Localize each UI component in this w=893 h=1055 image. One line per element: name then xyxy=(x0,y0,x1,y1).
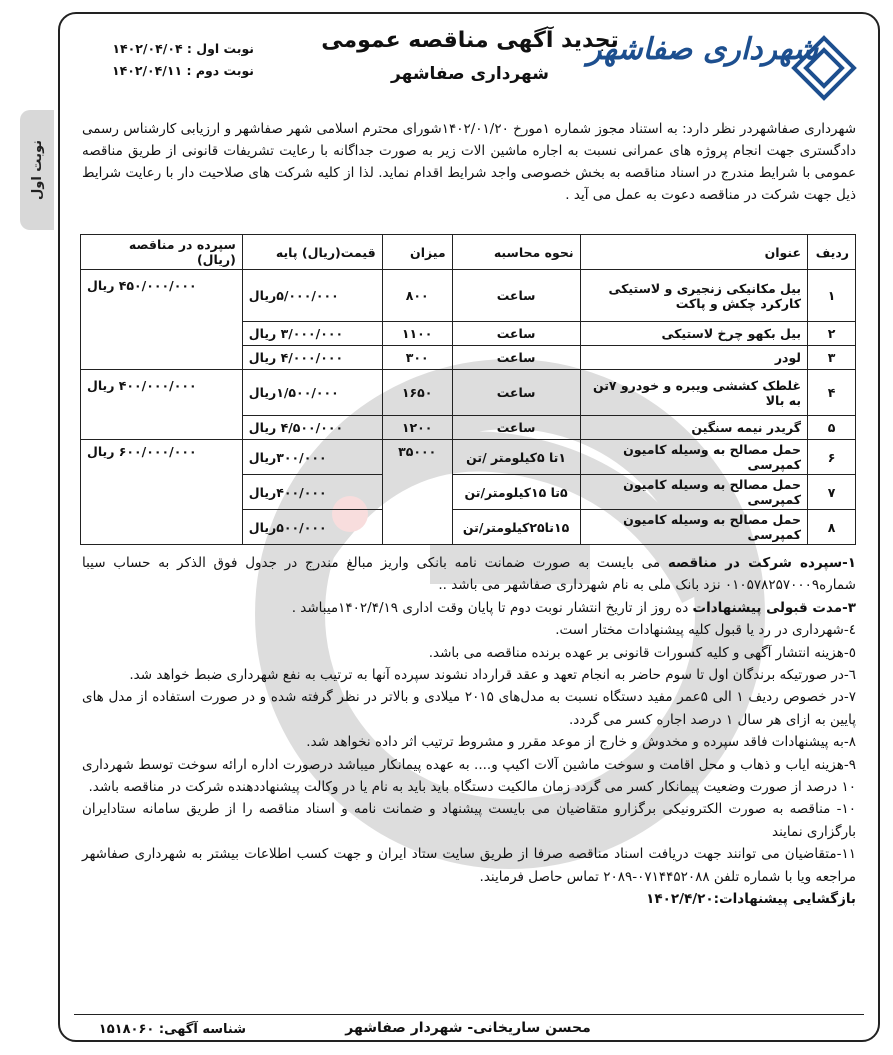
clause-9: ۹-هزینه ایاب و ذهاب و محل اقامت و سوخت ماشین آلات اکیپ و.... به عهده پیمانکار میباشد درصورت اداره ارائه سوخت توسط شهرداری ۱۰ درصد از صورت وضعیت پیمانکار کسر می گردد زمان مالکیت دستگاه باید باید به نام یا در وکالت پیشنهاددهنده شرکت در مناقصه باشد. xyxy=(82,756,856,796)
header-method: نحوه محاسبه xyxy=(452,235,580,270)
header-title: عنوان xyxy=(580,235,807,270)
cell-method: ساعت xyxy=(452,370,580,416)
opening-date: ۱۴۰۲/۴/۲۰ xyxy=(646,891,714,908)
signature: محسن ساریخانی- شهردار صفاشهر xyxy=(345,1020,591,1036)
table-row xyxy=(81,270,856,322)
intro-paragraph: شهرداری صفاشهردر نظر دارد: به استناد مجوز شماره ۱مورخ ۱۴۰۲/۰۱/۲۰شورای محترم اسلامی شهر صفاشهر و ارزیابی کارشناس رسمی دادگستری جهت انجام پروژه های عمرانی نسبت به اجاره ماشین الات زیر به صورت جداگانه با رعایت تشریفات قانونی از طریق مناقصه عمومی با شرایط مندرج در اسناد مناقصه به بخش خصوصی واجد شرایط اقدام نماید. لذا از کلیه شرکت های صلاحیت دار با رعایت شرایط ذیل جهت شرکت در مناقصه دعوت به عمل می آید . xyxy=(82,121,857,203)
clause-8: ۸-به پیشنهادات فاقد سپرده و مخدوش و خارج از موعد مقرر و مشروط ترتیب اثر داده نخواهد شد. xyxy=(306,734,856,751)
cell-title: حمل مصالح به وسیله کامیون کمپرسی xyxy=(580,510,807,545)
cell-title: لودر xyxy=(580,346,807,370)
cell-price: ۱/۵۰۰/۰۰۰ریال xyxy=(242,370,382,416)
header xyxy=(60,14,878,124)
clause-4: ٤-شهرداری در رد یا قبول کلیه پیشنهادات مختار است. xyxy=(555,622,856,639)
clause-5: ٥-هزینه انتشار آگهی و کلیه کسورات قانونی بر عهده برنده مناقصه می باشد. xyxy=(428,644,856,661)
cell-price: ۴/۰۰۰/۰۰۰ ریال xyxy=(242,346,382,370)
clause-3-lead: ۳-مدت قبولی پیشنهادات xyxy=(692,599,856,616)
ad-id: شناسه آگهی: ۱۵۱۸۰۶۰ xyxy=(98,1022,246,1037)
cell-method: ساعت xyxy=(452,270,580,322)
notice-frame xyxy=(58,12,880,1042)
second-round-date: نوبت دوم : ۱۴۰۲/۰۴/۱۱ xyxy=(111,63,254,78)
cell-price: ۴۰۰/۰۰۰ریال xyxy=(242,475,382,510)
cell-method: ۵تا ۱۵کیلومتر/تن xyxy=(452,475,580,510)
logo-text: شهرداری صفاشهر xyxy=(587,32,818,67)
opening-line xyxy=(82,888,856,910)
cell-row: ۶ xyxy=(808,440,856,475)
clause-10: ۱۰- مناقصه به صورت الکترونیکی برگزارو متقاضیان می بایست پیشنهاد و ضمانت نامه و اسناد مناقصه را از طریق سامانه ستادایران بارگزاری نمایند xyxy=(82,801,856,840)
table-row xyxy=(81,370,856,416)
cell-deposit: ۴۰۰/۰۰۰/۰۰۰ ریال xyxy=(81,370,243,440)
opening-label: بازگشایی پیشنهادات: xyxy=(713,891,856,908)
cell-price: ۵/۰۰۰/۰۰۰ریال xyxy=(242,270,382,322)
cell-method: ۱تا ۵کیلومتر /تن xyxy=(452,440,580,475)
cell-amount: ۱۲۰۰ xyxy=(382,416,452,440)
cell-method: ساعت xyxy=(452,416,580,440)
clause-1 xyxy=(82,552,856,597)
side-tab-label: نوبت اول xyxy=(29,139,45,201)
cell-deposit: ۴۵۰/۰۰۰/۰۰۰ ریال xyxy=(81,270,243,370)
cell-title: حمل مصالح به وسیله کامیون کمپرسی xyxy=(580,475,807,510)
cell-row: ۵ xyxy=(808,416,856,440)
cell-price: ۵۰۰/۰۰۰ریال xyxy=(242,510,382,545)
clause-7: ۷-در خصوص ردیف ۱ الی ۵عمر مفید دستگاه نسبت به مدل‌های ۲۰۱۵ میلادی و بالاتر در نظر گرفته شده و در صورت استفاده از مدل های پایین به ازای هر سال ۱ درصد اجاره کسر می گردد. xyxy=(82,689,856,728)
cell-row: ۷ xyxy=(808,475,856,510)
cell-amount: ۳۵۰۰۰ xyxy=(382,440,452,545)
cell-row: ۲ xyxy=(808,322,856,346)
cell-title: حمل مصالح به وسیله کامیون کمپرسی xyxy=(580,440,807,475)
header-row-number: ردیف xyxy=(808,235,856,270)
cell-amount: ۳۰۰ xyxy=(382,346,452,370)
page-title: تجدید آگهی مناقصه عمومی xyxy=(321,28,619,53)
cell-title: بیل بکهو چرخ لاستیکی xyxy=(580,322,807,346)
cell-method: ساعت xyxy=(452,346,580,370)
cell-title: غلطک کششی ویبره و خودرو ۷تن به بالا xyxy=(580,370,807,416)
clause-3-text: ده روز از تاریخ انتشار نوبت دوم تا پایان وقت اداری ۱۴۰۲/۴/۱۹میباشد . xyxy=(291,599,693,616)
cell-deposit: ۶۰۰/۰۰۰/۰۰۰ ریال xyxy=(81,440,243,545)
cell-price: ۴/۵۰۰/۰۰۰ ریال xyxy=(242,416,382,440)
side-tab xyxy=(20,110,54,230)
cell-title: گریدر نیمه سنگین xyxy=(580,416,807,440)
header-price: قیمت(ریال) پایه xyxy=(242,235,382,270)
cell-amount: ۱۶۵۰ xyxy=(382,370,452,416)
cell-title: بیل مکانیکی زنجیری و لاستیکی کارکرد چکش و پاکت xyxy=(580,270,807,322)
round-dates xyxy=(74,38,254,82)
cell-method: ساعت xyxy=(452,322,580,346)
table-row xyxy=(81,440,856,475)
cell-price: ۳۰۰/۰۰۰ریال xyxy=(242,440,382,475)
cell-amount: ۱۱۰۰ xyxy=(382,322,452,346)
footer-divider xyxy=(74,1014,864,1015)
clause-1-lead: ۱-سپرده شرکت در مناقصه xyxy=(667,555,856,571)
cell-amount: ۸۰۰ xyxy=(382,270,452,322)
clause-11: ۱۱-متقاضیان می توانند جهت دریافت اسناد مناقصه صرفا از طریق سایت ستاد ایران و جهت کسب اطلاعات بیشتر به شهرداری صفاشهر مراجعه ویا با شماره تلفن ۰۷۱۴۴۵۲۰۸۸-۲۰۸۹ تماس حاصل فرمایند. xyxy=(82,846,856,885)
page-subtitle: شهرداری صفاشهر xyxy=(391,64,549,84)
clause-6: ٦-در صورتیکه برندگان اول تا سوم حاضر به انجام تعهد و عقد قرارداد نشوند سپرده آنها به ترتیب به نفع شهرداری ضبط خواهد شد. xyxy=(129,667,856,684)
clause-1-text: می بایست به صورت ضمانت نامه بانکی واریز مبالغ مندرج در جدول فوق الذکر به حساب سیبا شماره۰۱۰۵۷۸۲۵۷۰۰۰۹ نزد بانک ملی به نام شهرداری صفاشهر می باشد .. xyxy=(82,555,856,594)
tender-table xyxy=(80,234,856,545)
table-header-row xyxy=(81,235,856,270)
header-amount: میزان xyxy=(382,235,452,270)
clause-3 xyxy=(82,597,856,619)
header-deposit: سپرده در مناقصه (ریال) xyxy=(81,235,243,270)
cell-price: ۳/۰۰۰/۰۰۰ ریال xyxy=(242,322,382,346)
clauses xyxy=(82,552,856,911)
cell-row: ۱ xyxy=(808,270,856,322)
cell-row: ۴ xyxy=(808,370,856,416)
cell-row: ۳ xyxy=(808,346,856,370)
first-round-date: نوبت اول : ۱۴۰۲/۰۴/۰۴ xyxy=(112,41,254,56)
cell-row: ۸ xyxy=(808,510,856,545)
cell-method: ۱۵تا۲۵کیلومتر/تن xyxy=(452,510,580,545)
